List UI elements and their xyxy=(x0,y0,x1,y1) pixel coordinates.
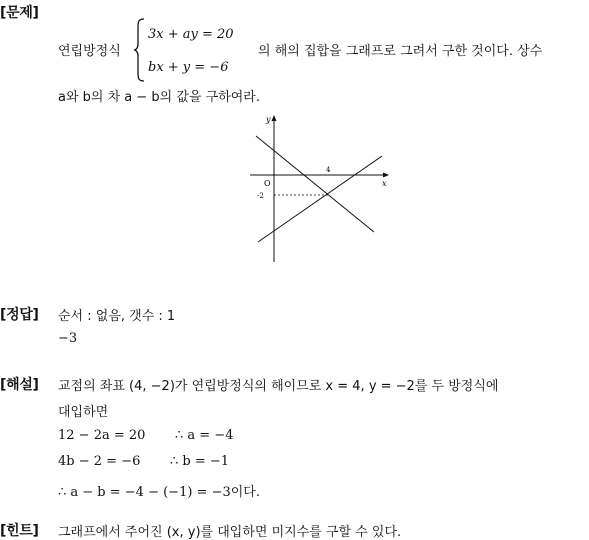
y-tick-label: -2 xyxy=(257,192,264,200)
x-axis-arrow xyxy=(383,173,389,178)
system-equation-2: bx + y = −6 xyxy=(148,60,229,75)
y-axis-arrow xyxy=(272,115,277,121)
answer-line-2: −3 xyxy=(58,331,78,346)
origin-label: O xyxy=(264,179,271,188)
problem-tag: [문제] xyxy=(0,5,39,21)
hint-text: 그래프에서 주어진 (x, y)를 대입하면 미지수를 구할 수 있다. xyxy=(58,525,402,540)
y-axis-label: y xyxy=(266,115,271,124)
explanation-tag: [해설] xyxy=(0,377,39,393)
explanation-line-1: 교점의 좌표 (4, −2)가 연립방정식의 해이므로 x = 4, y = −2를 두 방정식에 xyxy=(58,379,499,394)
problem-prefix: 연립방정식 xyxy=(58,44,121,59)
problem-suffix: 의 해의 집합을 그래프로 그려서 구한 것이다. 상수 xyxy=(258,44,543,59)
problem-question: a와 b의 차 a − b의 값을 구하여라. xyxy=(58,90,260,105)
system-equation-1: 3x + ay = 20 xyxy=(148,27,234,42)
hint-tag: [힌트] xyxy=(0,523,39,539)
explanation-eq-2-right: ∴ b = −1 xyxy=(170,454,230,469)
explanation-eq-1-left: 12 − 2a = 20 xyxy=(58,428,146,443)
explanation-eq-3: ∴ a − b = −4 − (−1) = −3이다. xyxy=(58,485,260,500)
system-brace xyxy=(133,18,145,82)
x-axis-label: x xyxy=(382,179,387,188)
answer-line-1: 순서 : 없음, 갯수 : 1 xyxy=(58,309,176,324)
explanation-line-2: 대입하면 xyxy=(58,405,109,420)
line-bx-y-minus6 xyxy=(258,156,382,242)
explanation-eq-1-right: ∴ a = −4 xyxy=(175,428,234,443)
x-tick-label: 4 xyxy=(326,166,331,174)
graph xyxy=(250,112,392,264)
explanation-eq-2-left: 4b − 2 = −6 xyxy=(58,454,141,469)
answer-tag: [정답] xyxy=(0,307,39,323)
